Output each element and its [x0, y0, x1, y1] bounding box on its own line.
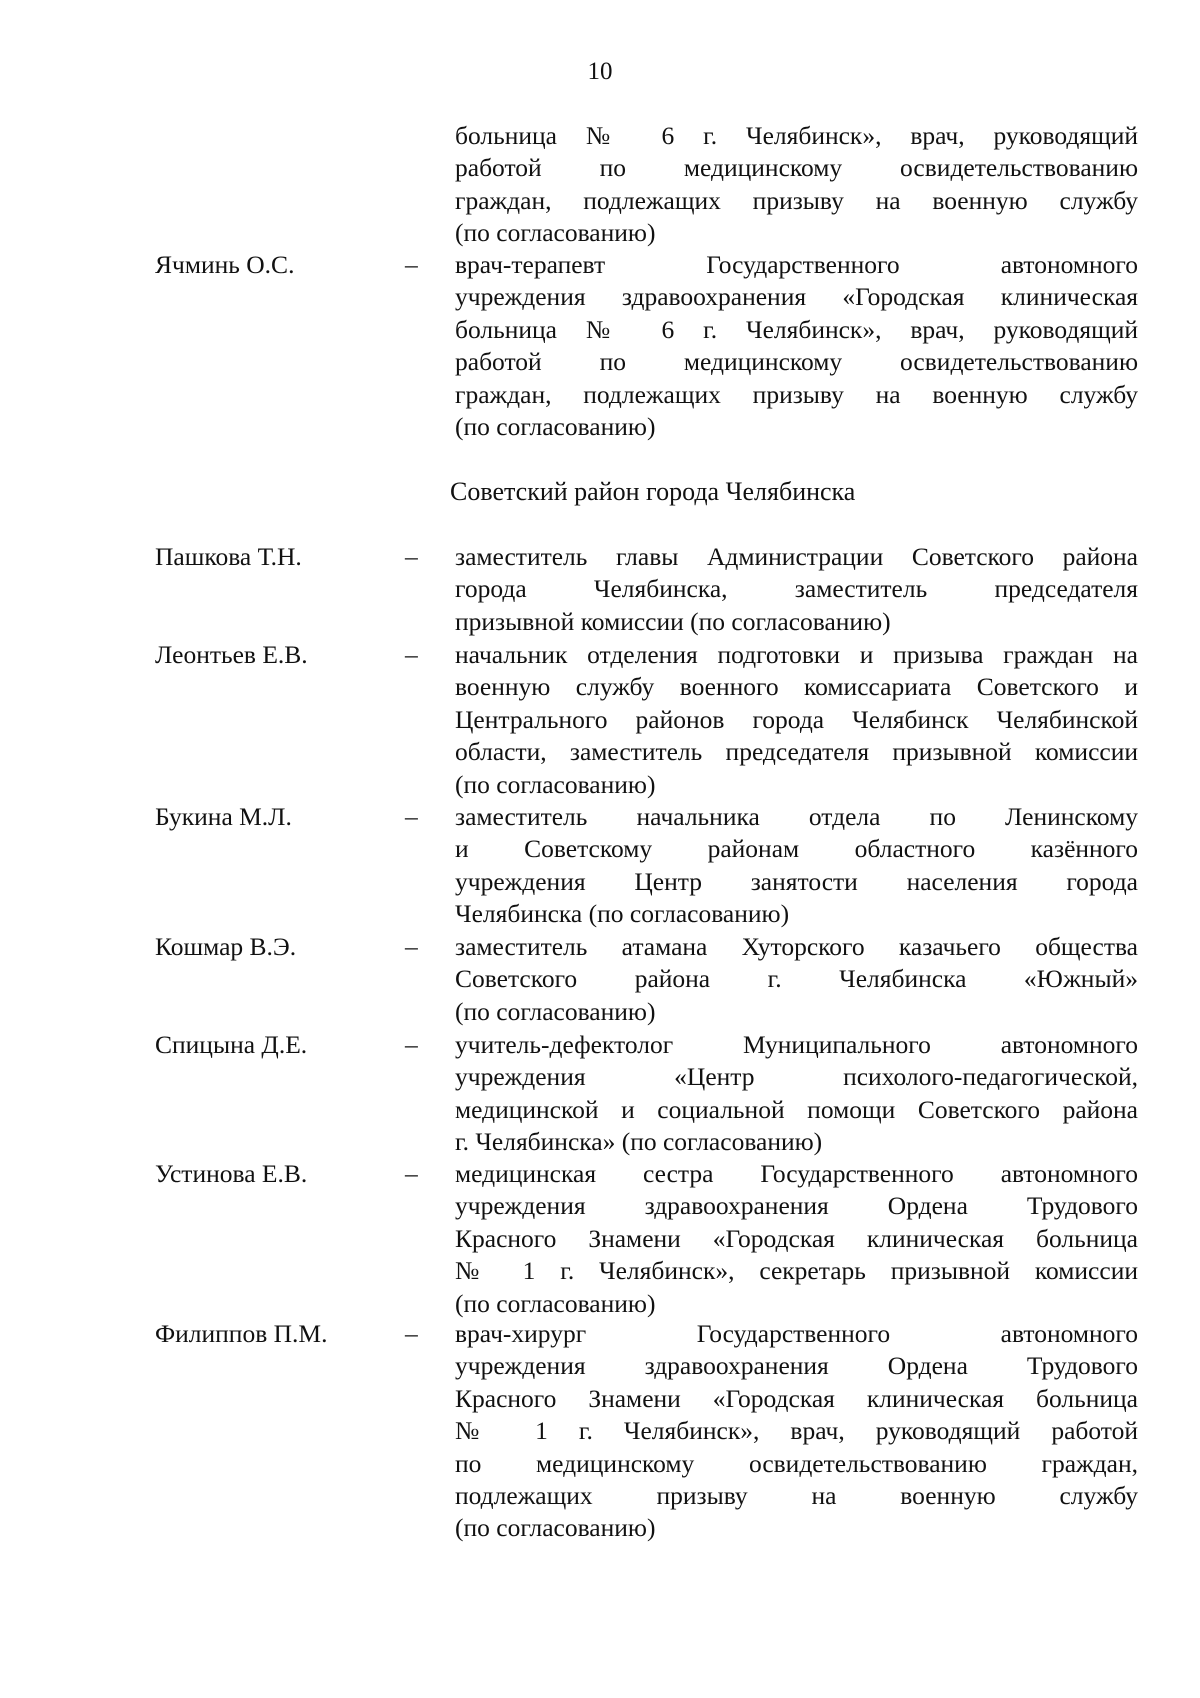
text-line: учреждения здравоохранения Ордена Трудового: [455, 1351, 1138, 1381]
dash-separator: –: [405, 640, 418, 669]
text-line: призывной комиссии (по согласованию): [455, 606, 891, 636]
member-entry: [155, 931, 1138, 1028]
text-line: Красного Знамени «Городская клиническая больница: [455, 1383, 1138, 1413]
member-name: Спицына Д.Е.: [155, 1030, 308, 1059]
text-line: граждан, подлежащих призыву на военную службу: [455, 185, 1138, 215]
member-position: [455, 801, 1138, 931]
text-line: Центрального районов города Челябинск Челябинской: [455, 704, 1138, 734]
text-line: (по согласованию): [455, 411, 656, 441]
text-line: Челябинска (по согласованию): [455, 899, 790, 929]
section-title: Советский район города Челябинска: [450, 477, 856, 506]
text-line: (по согласованию): [455, 218, 656, 248]
text-line: врач-хирург Государственного автономного: [455, 1319, 1138, 1348]
text-line: больница № 6 г. Челябинск», врач, руководящий: [455, 314, 1138, 344]
page-number: 10: [587, 58, 613, 85]
dash-separator: –: [405, 1030, 418, 1059]
member-name: Ячминь О.С.: [155, 250, 295, 279]
text-line: работой по медицинскому освидетельствованию: [455, 153, 1138, 183]
continuation-text: [455, 120, 1138, 250]
member-entry: [155, 639, 1138, 801]
text-line: учреждения здравоохранения «Городская клиническая: [455, 282, 1138, 312]
text-line: заместитель атамана Хуторского казачьего общества: [455, 932, 1138, 961]
member-position: [455, 249, 1138, 443]
dash-separator: –: [405, 932, 418, 961]
text-line: учреждения Центр занятости населения города: [455, 866, 1138, 896]
dash-separator: –: [405, 1319, 418, 1348]
dash-separator: –: [405, 250, 418, 279]
text-line: Советского района г. Челябинска «Южный»: [455, 964, 1138, 994]
text-line: учреждения «Центр психолого-педагогической,: [455, 1062, 1138, 1092]
member-name: Филиппов П.М.: [155, 1319, 328, 1348]
text-line: граждан, подлежащих призыву на военную службу: [455, 379, 1138, 409]
text-line: и Советскому районам областного казённого: [455, 834, 1138, 864]
text-line: (по согласованию): [455, 1288, 656, 1318]
text-line: (по согласованию): [455, 996, 656, 1026]
text-line: Красного Знамени «Городская клиническая больница: [455, 1223, 1138, 1253]
text-line: военную службу военного комиссариата Советского и: [455, 672, 1138, 702]
member-position: [455, 931, 1138, 1028]
text-line: работой по медицинскому освидетельствованию: [455, 347, 1138, 377]
text-line: № 1 г. Челябинск», секретарь призывной комиссии: [455, 1256, 1138, 1286]
member-position: [455, 1029, 1138, 1159]
text-line: (по согласованию): [455, 769, 656, 799]
member-entry: [155, 249, 1138, 443]
member-entry: [155, 801, 1138, 931]
text-line: города Челябинска, заместитель председателя: [455, 574, 1138, 604]
text-line: заместитель главы Администрации Советского района: [455, 542, 1138, 571]
member-position: [455, 1318, 1138, 1545]
text-line: учитель-дефектолог Муниципального автономного: [455, 1030, 1138, 1059]
dash-separator: –: [405, 802, 418, 831]
member-name: Букина М.Л.: [155, 802, 292, 831]
text-line: медицинская сестра Государственного автономного: [455, 1159, 1138, 1188]
member-position: [455, 639, 1138, 801]
text-line: начальник отделения подготовки и призыва граждан на: [455, 640, 1138, 669]
text-line: медицинской и социальной помощи Советского района: [455, 1094, 1138, 1124]
text-line: учреждения здравоохранения Ордена Трудового: [455, 1191, 1138, 1221]
member-entry: [155, 541, 1138, 638]
text-line: по медицинскому освидетельствованию граждан,: [455, 1448, 1138, 1478]
text-line: подлежащих призыву на военную службу: [455, 1480, 1138, 1510]
text-line: заместитель начальника отдела по Ленинскому: [455, 802, 1138, 831]
member-entry: [155, 1029, 1138, 1159]
dash-separator: –: [405, 542, 418, 571]
member-entry: [155, 1318, 1138, 1545]
dash-separator: –: [405, 1159, 418, 1188]
member-name: Кошмар В.Э.: [155, 932, 297, 961]
text-line: больница № 6 г. Челябинск», врач, руководящий: [455, 121, 1138, 150]
text-line: области, заместитель председателя призывной комиссии: [455, 737, 1138, 767]
member-name: Пашкова Т.Н.: [155, 542, 302, 571]
member-name: Леонтьев Е.В.: [155, 640, 308, 669]
member-name: Устинова Е.В.: [155, 1159, 308, 1188]
text-line: врач-терапевт Государственного автономного: [455, 250, 1138, 279]
member-position: [455, 541, 1138, 638]
text-line: № 1 г. Челябинск», врач, руководящий работой: [455, 1416, 1138, 1446]
member-position: [455, 1158, 1138, 1320]
member-entry: [155, 1158, 1138, 1320]
text-line: г. Челябинска» (по согласованию): [455, 1127, 823, 1157]
text-line: (по согласованию): [455, 1513, 656, 1543]
